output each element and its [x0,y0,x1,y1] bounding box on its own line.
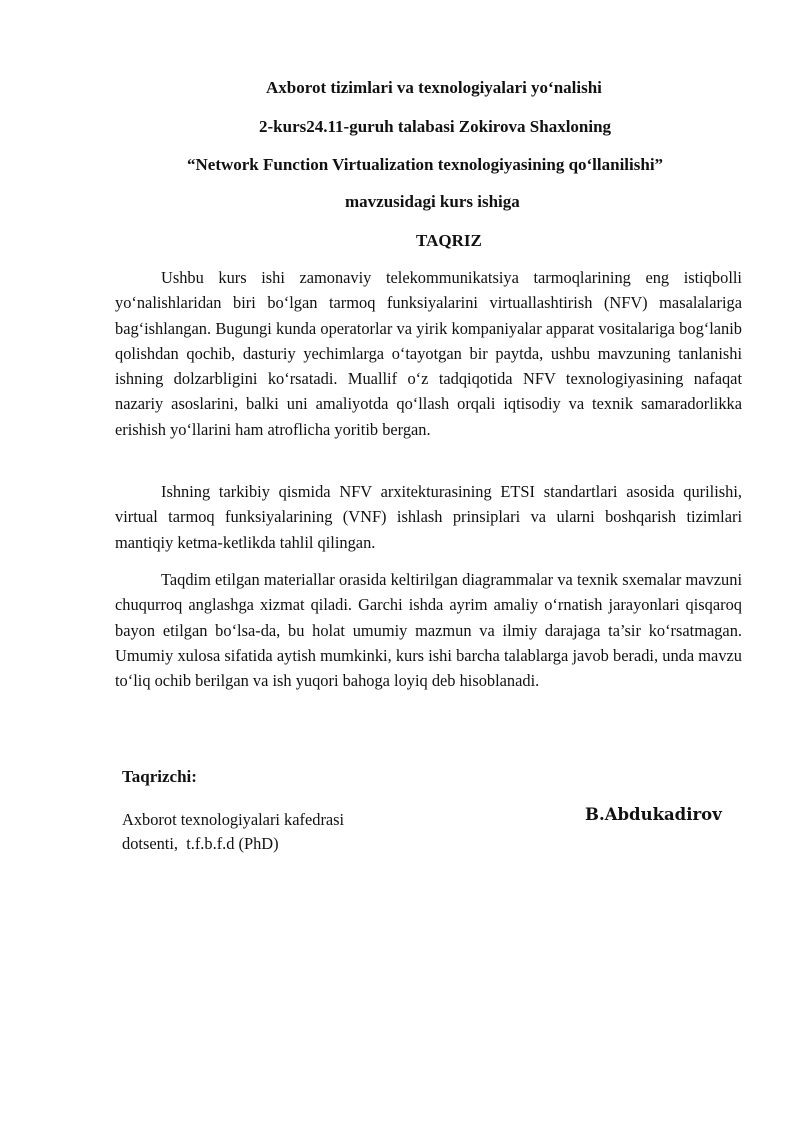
reviewer-name: B.Abdukadirov [585,805,722,824]
header-course-work: mavzusidagi kurs ishiga [345,192,520,211]
reviewer-position [122,808,344,856]
header-student: 2-kurs24.11-guruh talabasi Zokirova Shaxloning [259,117,612,136]
paragraph-3: Taqdim etilgan materiallar orasida keltirilgan diagrammalar va texnik sxemalar mavzuni chuqurroq anglashga xizmat qiladi. Garchi ishda ayrim amaliy o‘rnatish jarayonlari qisqaroq bayon etilgan bo‘lsa-da, bu holat umumiy mazmun va ilmiy darajaga ta’sir ko‘rsatmagan. Umumiy xulosa sifatida aytish mumkinki, kurs ishi barcha talablarga javob beradi, unda mavzu to‘liq ochib berilgan va ish yuqori bahoga loyiq deb hisoblanadi. [115,570,742,691]
header-topic: “Network Function Virtualization texnologiyasining qo‘llanilishi” [187,155,664,174]
reviewer-position-line-1: Axborot texnologiyalari kafedrasi [122,810,345,829]
header-direction: Axborot tizimlari va texnologiyalari yo‘nalishi [266,78,602,97]
document-title: TAQRIZ [416,231,482,250]
paragraph-2: Ishning tarkibiy qismida NFV arxitekturasining ETSI standartlari asosida qurilishi, virtual tarmoq funksiyalarining (VNF) ishlash prinsiplari va ularni boshqarish tizimlari mantiqiy ketma-ketlikda tahlil qilingan. [115,482,742,552]
paragraph-1: Ushbu kurs ishi zamonaviy telekommunikatsiya tarmoqlarining eng istiqbolli yo‘nalishlaridan biri bo‘lgan tarmoq funksiyalarini virtuallashtirish (NFV) masalalariga bag‘ishlangan. Bugungi kunda operatorlar va yirik kompaniyalar apparat vositalariga bog‘lanib qolishdan qochib, dasturiy yechimlarga o‘tayotgan bir paytda, ushbu mavzuning tanlanishi ishning dolzarbligini ko‘rsatadi. Muallif o‘z tadqiqotida NFV texnologiyasining nafaqat nazariy asoslarini, balki uni amaliyotda qo‘llash orqali iqtisodiy va texnik samaradorlikka erishish yo‘llarini ham atroflicha yoritib bergan. [115,268,742,439]
reviewer-label: Taqrizchi: [122,767,197,786]
reviewer-position-line-2: dotsenti, t.f.b.f.d (PhD) [122,834,279,853]
